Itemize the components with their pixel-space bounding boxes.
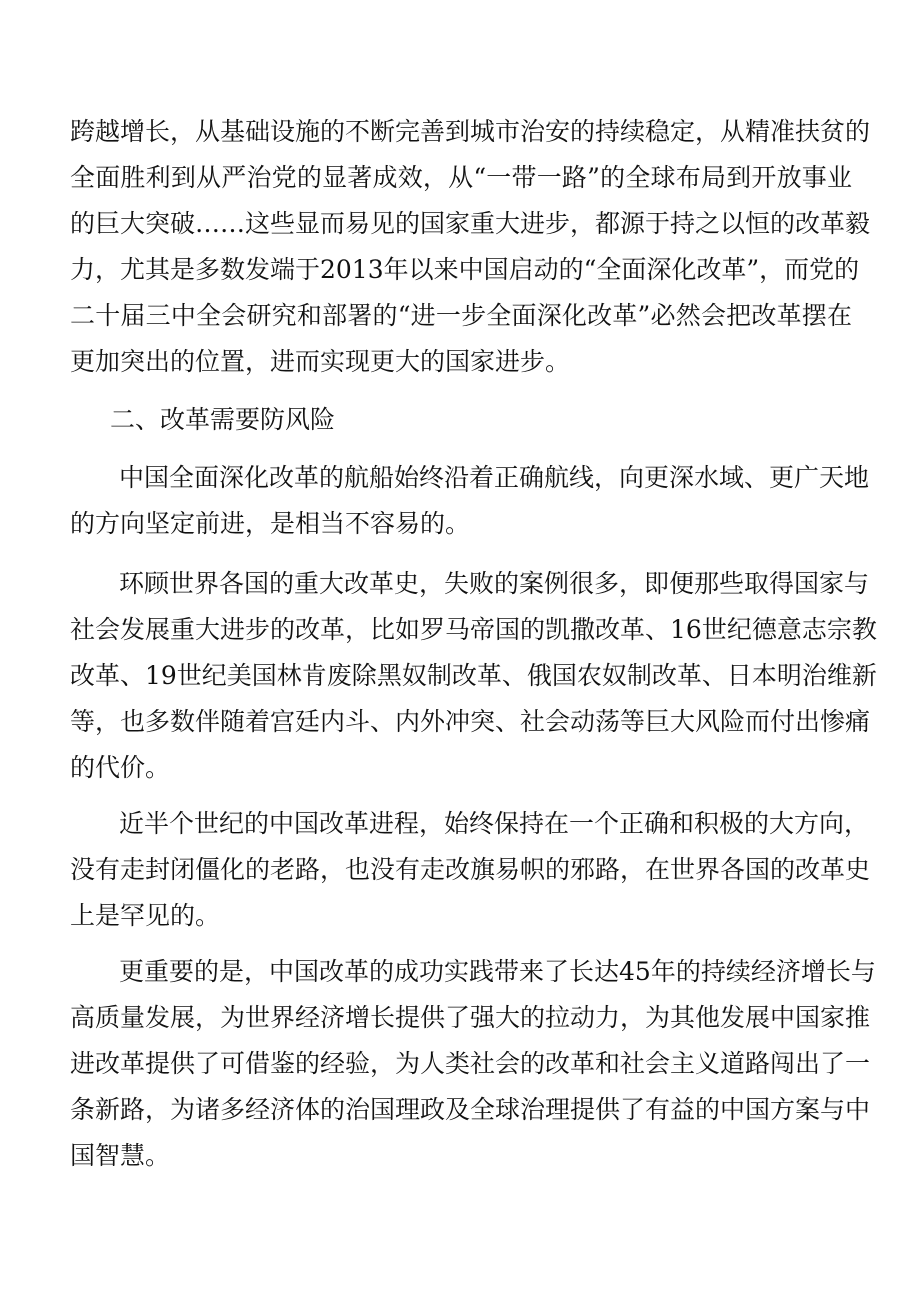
text-line: 进改革提供了可借鉴的经验，为人类社会的改革和社会主义道路闯出了一	[70, 1049, 871, 1078]
text-line: 力，尤其是多数发端于2013年以来中国启动的“全面深化改革”，而党的	[70, 255, 860, 284]
text-line: 更重要的是，中国改革的成功实践带来了长达45年的持续经济增长与	[119, 957, 876, 986]
text-line: 环顾世界各国的重大改革史，失败的案例很多，即便那些取得国家与	[119, 569, 870, 598]
text-line: 二十届三中全会研究和部署的“进一步全面深化改革”必然会把改革摆在	[70, 301, 852, 330]
text-line: 改革、19世纪美国林肯废除黑奴制改革、俄国农奴制改革、日本明治维新	[70, 661, 877, 690]
text-line: 条新路，为诸多经济体的治国理政及全球治理提供了有益的中国方案与中	[70, 1095, 871, 1124]
text-line: 国智慧。	[70, 1141, 171, 1170]
text-line: 中国全面深化改革的航船始终沿着正确航线，向更深水域、更广天地	[119, 463, 870, 492]
text-line: 的巨大突破……这些显而易见的国家重大进步，都源于持之以恒的改革毅	[70, 209, 871, 238]
text-line: 全面胜利到从严治党的显著成效，从“一带一路”的全球布局到开放事业	[70, 163, 852, 192]
text-line: 上是罕见的。	[70, 901, 221, 930]
text-line: 的代价。	[70, 753, 171, 782]
text-line: 更加突出的位置，进而实现更大的国家进步。	[70, 347, 571, 376]
text-line: 的方向坚定前进，是相当不容易的。	[70, 509, 471, 538]
text-line: 近半个世纪的中国改革进程，始终保持在一个正确和积极的大方向，	[119, 809, 870, 838]
text-line: 等，也多数伴随着宫廷内斗、内外冲突、社会动荡等巨大风险而付出惨痛	[70, 707, 871, 736]
text-line: 高质量发展，为世界经济增长提供了强大的拉动力，为其他发展中国家推	[70, 1003, 871, 1032]
text-line: 没有走封闭僵化的老路，也没有走改旗易帜的邪路，在世界各国的改革史	[70, 855, 871, 884]
text-line: 社会发展重大进步的改革，比如罗马帝国的凯撒改革、16世纪德意志宗教	[70, 615, 877, 644]
text-line: 跨越增长，从基础设施的不断完善到城市治安的持续稳定，从精准扶贫的	[70, 117, 871, 146]
section-heading: 二、改革需要防风险	[110, 405, 336, 434]
